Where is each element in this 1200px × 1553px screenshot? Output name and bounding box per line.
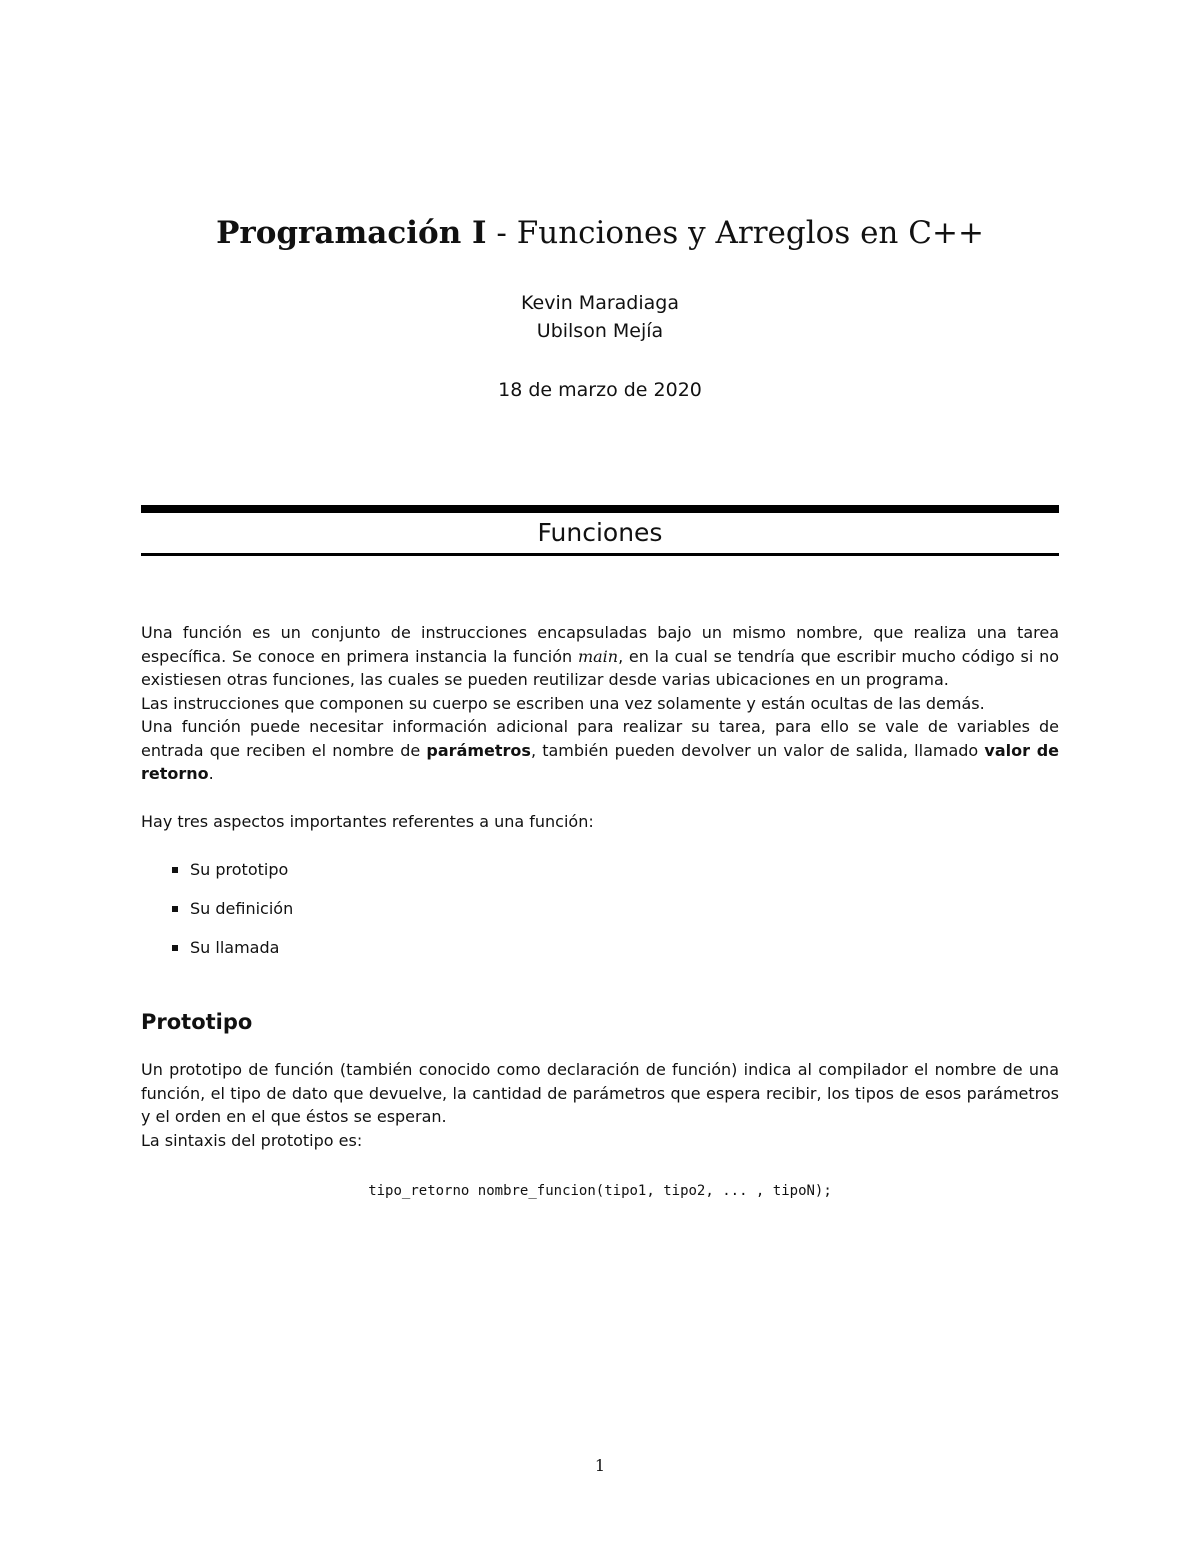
title-course: Programación I bbox=[216, 215, 487, 251]
prototype-syntax-label: La sintaxis del prototipo es: bbox=[141, 1130, 363, 1150]
prototype-paragraph bbox=[141, 1058, 1059, 1152]
list-item bbox=[172, 859, 288, 881]
document-date: 18 de marzo de 2020 bbox=[498, 379, 702, 401]
code-snippet: tipo_retorno nombre_funcion(tipo1, tipo2, ... , tipoN); bbox=[368, 1183, 832, 1199]
parametros-term: parámetros bbox=[426, 740, 531, 760]
section-heading: Funciones bbox=[537, 518, 663, 547]
page-number: 1 bbox=[594, 1456, 606, 1475]
list-item-label: Su llamada bbox=[190, 938, 280, 957]
intro-text: Una función puede necesitar información adicional para realizar su tarea, para ello se vale de variables de entrada que reciben el nombre de bbox=[141, 717, 1059, 760]
bullet-square-icon bbox=[172, 867, 178, 873]
author-name: Kevin Maradiaga bbox=[521, 292, 679, 314]
document-title bbox=[0, 213, 1200, 253]
intro-paragraph bbox=[141, 621, 1059, 786]
subsection-heading: Prototipo bbox=[141, 1010, 253, 1034]
author-name: Ubilson Mejía bbox=[536, 320, 664, 342]
intro-sentence-1 bbox=[141, 621, 1059, 692]
intro-text: , en la cual se tendría que escribir mucho código si no existiesen otras funciones, las cuales se pueden reutilizar desde varias ubicaciones en un programa. bbox=[141, 646, 1059, 689]
valor-retorno-term: valor de retorno bbox=[141, 740, 1060, 783]
section-rule-bottom bbox=[141, 553, 1059, 556]
title-topic: - Funciones y Arreglos en C++ bbox=[486, 215, 984, 251]
section-rule-top bbox=[141, 505, 1059, 513]
list-item bbox=[172, 937, 279, 959]
list-item-label: Su definición bbox=[190, 899, 294, 918]
bullet-square-icon bbox=[172, 906, 178, 912]
intro-text: , también pueden devolver un valor de salida, llamado bbox=[530, 740, 985, 760]
prototype-description: Un prototipo de función (también conocido como declaración de función) indica al compilador el nombre de una función, el tipo de dato que devuelve, la cantidad de parámetros que espera recibir, los tipos de esos parámetros y el orden en el que éstos se esperan. bbox=[141, 1060, 1059, 1126]
intro-text: Una función es un conjunto de instrucciones encapsuladas bajo un mismo nombre, que realiza una tarea específica. Se conoce en primera instancia la función bbox=[141, 623, 1059, 666]
intro-sentence-2: Las instrucciones que componen su cuerpo se escriben una vez solamente y están ocultas de las demás. bbox=[141, 693, 985, 713]
list-item-label: Su prototipo bbox=[190, 860, 289, 879]
main-keyword: main bbox=[577, 646, 619, 666]
intro-sentence-3 bbox=[141, 715, 1059, 786]
bullet-square-icon bbox=[172, 945, 178, 951]
intro-text: . bbox=[208, 764, 214, 783]
list-item bbox=[172, 898, 293, 920]
aspects-intro: Hay tres aspectos importantes referentes a una función: bbox=[141, 812, 594, 831]
